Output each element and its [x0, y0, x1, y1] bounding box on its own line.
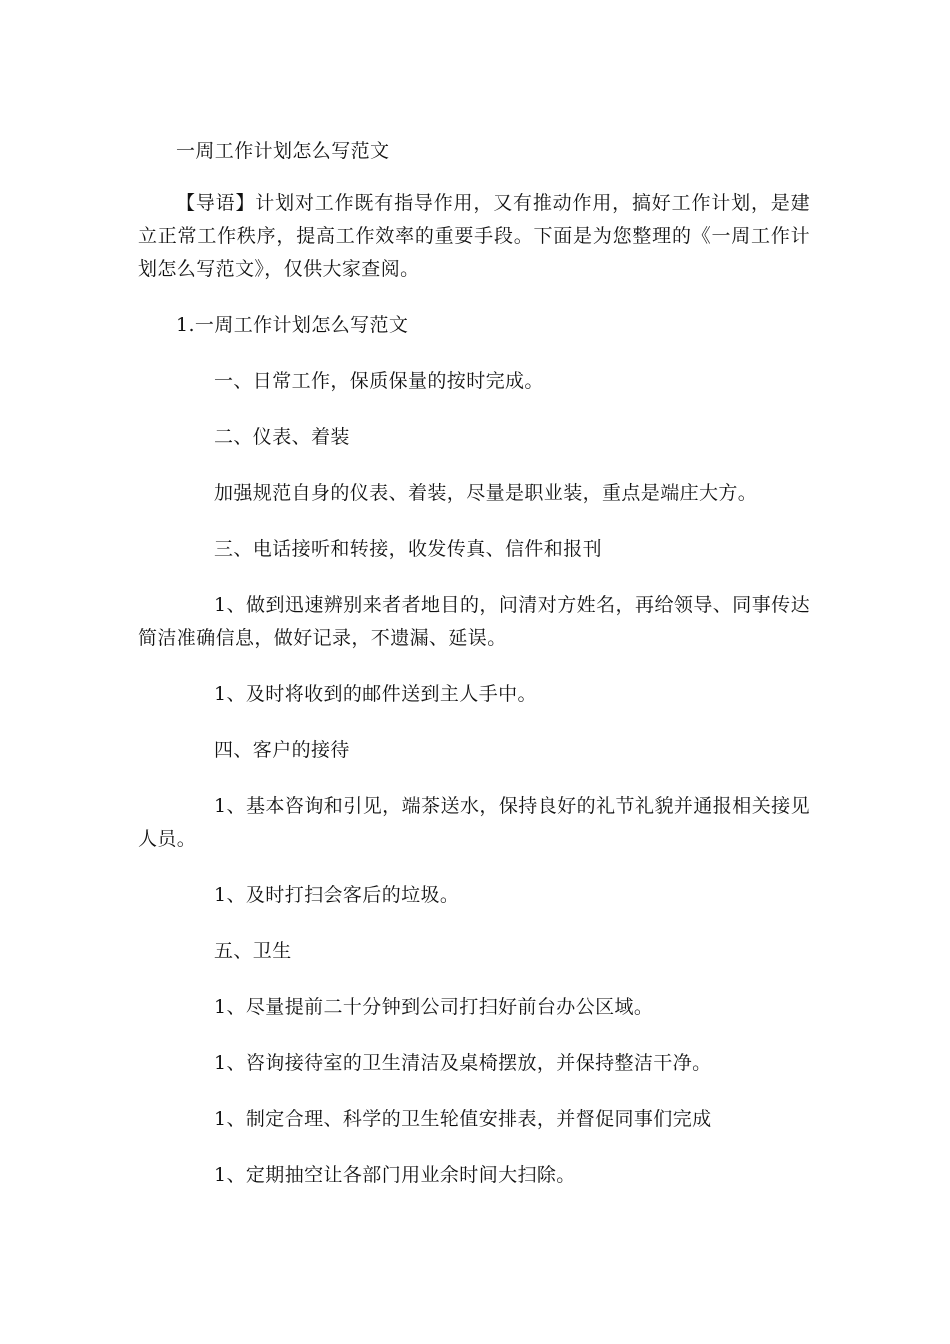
heading-daily-work: 一、日常工作，保质保量的按时完成。 [214, 370, 544, 392]
paragraph-reception-room: 1、咨询接待室的卫生清洁及桌椅摆放，并保持整洁干净。 [214, 1052, 712, 1074]
intro-paragraph: 【导语】计划对工作既有指导作用，又有推动作用，搞好工作计划，是建立正常工作秩序，提高工作效率的重要手段。下面是为您整理的《一周工作计划怎么写范文》，仅供大家查阅。 [138, 192, 810, 280]
heading-hygiene: 五、卫生 [214, 940, 292, 962]
paragraph-identify-callers: 1、做到迅速辨别来者者地目的，问清对方姓名，再给领导、同事传达简洁准确信息，做好记录，不遗漏、延误。 [138, 594, 810, 649]
paragraph-early-cleaning: 1、尽量提前二十分钟到公司打扫好前台办公区域。 [214, 996, 654, 1018]
paragraph-deliver-mail: 1、及时将收到的邮件送到主人手中。 [214, 683, 537, 705]
heading-client-reception: 四、客户的接待 [214, 739, 350, 761]
document-title: 一周工作计划怎么写范文 [176, 140, 390, 162]
section-heading: 1.一周工作计划怎么写范文 [176, 314, 409, 336]
paragraph-clean-after-meeting: 1、及时打扫会客后的垃圾。 [214, 884, 460, 906]
paragraph-general-cleaning: 1、定期抽空让各部门用业余时间大扫除。 [214, 1164, 576, 1186]
heading-appearance: 二、仪表、着装 [214, 426, 350, 448]
document-body [138, 135, 810, 1215]
paragraph-appearance: 加强规范自身的仪表、着装，尽量是职业装，重点是端庄大方。 [214, 482, 758, 504]
paragraph-duty-rota: 1、制定合理、科学的卫生轮值安排表，并督促同事们完成 [214, 1108, 712, 1130]
heading-phone-fax-mail: 三、电话接听和转接，收发传真、信件和报刊 [214, 538, 603, 560]
paragraph-consultation: 1、基本咨询和引见，端茶送水，保持良好的礼节礼貌并通报相关接见人员。 [138, 795, 810, 850]
